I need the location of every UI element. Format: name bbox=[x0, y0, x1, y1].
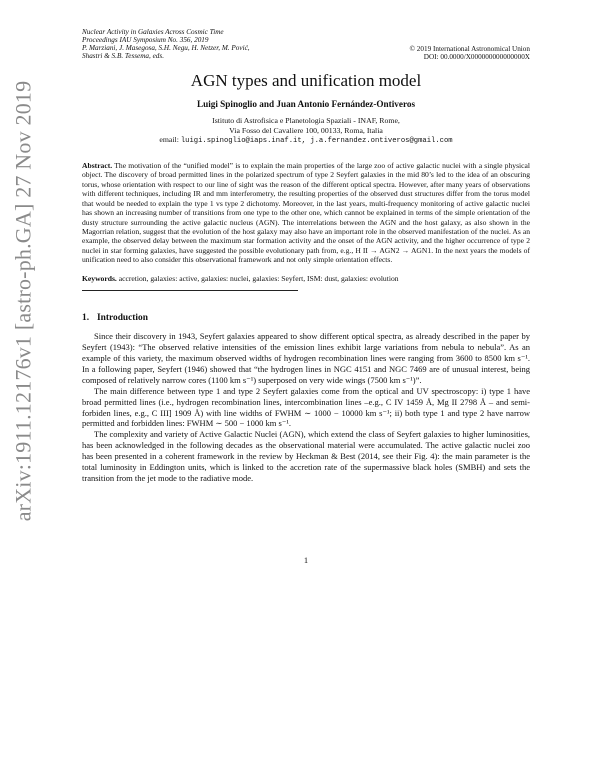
email-addresses[interactable]: luigi.spinoglio@iaps.inaf.it, j.a.fernandez.ontiveros@gmail.com bbox=[180, 137, 453, 146]
introduction-body bbox=[82, 331, 530, 484]
section-heading bbox=[82, 313, 530, 325]
header-line: Nuclear Activity in Galaxies Across Cosmic Time bbox=[82, 28, 224, 36]
header-line: Shastri & S.B. Tessema, eds. bbox=[82, 52, 164, 61]
paper-authors: Luigi Spinoglio and Juan Antonio Fernández-Ontiveros bbox=[196, 99, 416, 109]
proceedings-header bbox=[82, 28, 530, 68]
arxiv-stamp bbox=[8, 6, 38, 596]
page-number: 1 bbox=[303, 555, 309, 565]
keywords-label: Keywords. bbox=[82, 273, 117, 283]
affiliation-line: Istituto di Astrofisica e Planetologia Spaziali - INAF, Rome, bbox=[212, 116, 400, 125]
paragraph: The complexity and variety of Active Galactic Nuclei (AGN), which extend the class of Seyfert galaxies to higher luminosities, has been acknowledged in the following decades as the observational material were accumulated. The active galactic nuclei zoo has been presented in a coherent framework in the review by Heckman & Best (2014, see their Fig. 4): the main parameter is the total luminosity in Eddington units, which is linked to the accretion rate of the supermassive black holes (SMBH) and sets the transition from the jet mode to the radiative mode. bbox=[82, 429, 530, 483]
arxiv-stamp-text: arXiv:1911.12176v1 [astro-ph.GA] 27 Nov 2019 bbox=[10, 80, 35, 522]
email-label: email: bbox=[159, 135, 179, 145]
affiliation-block bbox=[82, 116, 530, 147]
abstract-text: The motivation of the “unified model” is to explain the main properties of the large zoo of active galactic nuclei with a single physical object. The discovery of broad permitted lines in the polarized spectrum of type 2 Seyfert galaxies in the mid 80’s led to the idea of an obscuring torus, whose orientation with respect to our line of sight was the reason of the different optical spectra. However, after many years of observations with different techniques, including IR and mm interferometry, the resulting properties of the observed dust structures differ from the torus model that would be needed to explain the type 1 vs type 2 dichotomy. Moreover, in the last years, multi-frequency monitoring of active galactic nuclei has shown an increasing number of transitions from one type to the other one, which cannot be explained in terms of the simple orientation of the dusty structure surrounding the active galactic nucleus (AGN). The interrelations between the AGN and the host galaxy, as also shown in the Magorrian relation, suggest that the evolution of the host galaxy may also have an important role in the observed manifestation of the nuclei. As an example, the observed delay between the maximum star formation activity and the onset of the AGN activity, and the higher occurrence of type 2 nuclei in star forming galaxies, have suggested the possible evolutionary path from, e.g., H II → AGN2 → AGN1. In the next years the models of unification need to also consider this observational framework and not only simple orientation effects. bbox=[82, 160, 530, 265]
doi-line: DOI: 00.0000/X000000000000000X bbox=[423, 53, 530, 62]
header-left bbox=[82, 28, 382, 60]
header-line: P. Marziani, J. Masegosa, S.H. Negu, H. Netzer, M. Pović, bbox=[82, 44, 250, 53]
section-title: Introduction bbox=[97, 313, 148, 324]
copyright-line: © 2019 International Astronomical Union bbox=[409, 45, 530, 53]
abstract bbox=[82, 161, 530, 265]
section-divider bbox=[82, 290, 298, 291]
header-right bbox=[410, 45, 530, 61]
affiliation-line: Via Fosso del Cavaliere 100, 00133, Roma, Italia bbox=[229, 125, 383, 135]
paper-page bbox=[82, 28, 530, 565]
paragraph: The main difference between type 1 and type 2 Seyfert galaxies come from the optical and UV spectroscopy: i) type 1 have broad permitted lines (i.e., hydrogen recombination lines, intercombination lines –e.g., C IV 1459 Å, Mg II 2798 Å – and semi-forbiden lines, e.g., C III] 1909 Å) with line widths of FWHM ∼ 1000 − 10000 km s⁻¹; ii) both type 1 and type 2 have narrow permitted and forbidden lines: FWHM ∼ 500 − 1000 km s⁻¹. bbox=[82, 385, 530, 429]
section-number: 1. bbox=[82, 313, 90, 324]
keywords bbox=[82, 274, 530, 283]
paper-title: AGN types and unification model bbox=[190, 71, 422, 90]
header-line: Proceedings IAU Symposium No. 356, 2019 bbox=[82, 36, 209, 45]
paragraph: Since their discovery in 1943, Seyfert galaxies appeared to show different optical spectra, as already described in the paper by Seyfert (1943): “The observed relative intensities of the emission lines exhibit large variations from nebula to nebula”. As an example of this variety, the maximum observed widths of hydrogen recombination lines were ranging from 3600 to 8500 km s⁻¹. In a following paper, Seyfert (1946) showed that “the hydrogen lines in NGC 4151 and NGC 7469 are of unusual interest, being composed of relatively narrow cores (1100 km s⁻¹) superposed on very wide wings (7500 km s⁻¹)”. bbox=[82, 331, 530, 385]
email-line bbox=[82, 135, 530, 147]
abstract-label: Abstract. bbox=[82, 160, 113, 170]
keywords-text: accretion, galaxies: active, galaxies: nuclei, galaxies: Seyfert, ISM: dust, galaxies: evolution bbox=[118, 273, 399, 283]
